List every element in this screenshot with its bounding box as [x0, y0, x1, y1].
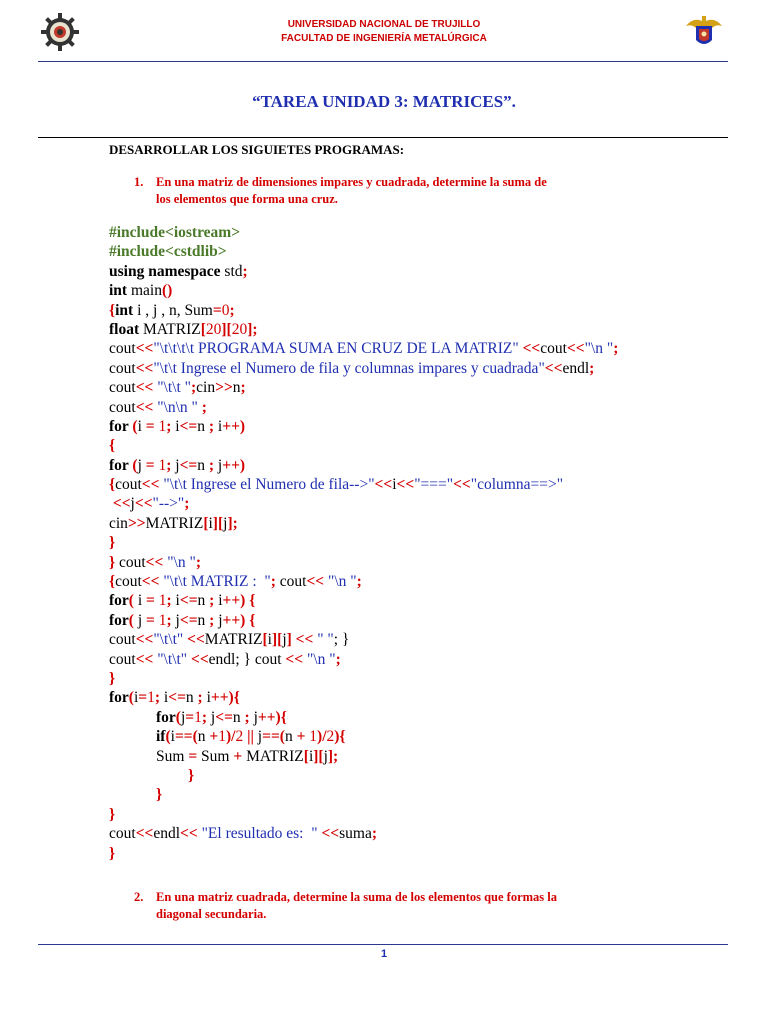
university-name: UNIVERSIDAD NACIONAL DE TRUJILLO	[287, 19, 481, 30]
item-text-line: En una matriz cuadrada, determine la suma de los elementos que formas la	[156, 890, 558, 904]
code-line: cout<<endl<< "El resultado es: " <<suma;	[109, 825, 377, 843]
page-title: “TAREA UNIDAD 3: MATRICES”.	[252, 92, 516, 111]
code-line: {cout<< "\t\t MATRIZ : "; cout<< "\n ";	[109, 573, 362, 591]
code-line: for( i = 1; i<=n ; i++) {	[109, 592, 256, 610]
code-line: cout<<"\t\t\t\t PROGRAMA SUMA EN CRUZ DE LA MATRIZ" <<cout<<"\n ";	[109, 340, 619, 358]
item-text-line: diagonal secundaria.	[156, 907, 267, 921]
item-number: 1.	[134, 175, 144, 189]
title-divider	[38, 137, 728, 138]
code-line: for(j=1; j<=n ; j++){	[156, 708, 287, 726]
code-line: cout<< "\n\n " ;	[109, 398, 207, 416]
header-text	[0, 18, 768, 46]
code-line: cout<< "\t\t ";cin>>n;	[109, 379, 246, 397]
code-line: float MATRIZ[20][20];	[109, 320, 258, 338]
code-line: cout<<"\t\t" <<MATRIZ[i][j] << " "; }	[109, 631, 350, 649]
faculty-name: FACULTAD DE INGENIERÍA METALÚRGICA	[281, 33, 487, 44]
item-text-line: En una matriz de dimensiones impares y cuadrada, determine la suma de	[156, 175, 547, 189]
code-line: if(i==(n +1)/2 || j==(n + 1)/2){	[156, 728, 346, 746]
instruction-text: DESARROLLAR LOS SIGUIETES PROGRAMAS:	[109, 142, 405, 157]
code-line: for(i=1; i<=n ; i++){	[109, 689, 240, 707]
code-line: }	[188, 766, 195, 784]
code-line: }	[109, 805, 116, 823]
code-line: <<j<<"-->";	[109, 495, 190, 513]
code-line: int main()	[109, 282, 173, 300]
code-line: #include<cstdlib>	[109, 243, 227, 261]
code-line: cout<< "\t\t" <<endl; } cout << "\n ";	[109, 650, 341, 668]
university-crest-icon	[682, 12, 726, 52]
item-text-line: los elementos que forma una cruz.	[156, 192, 338, 206]
code-line: using namespace std;	[109, 262, 248, 280]
code-line: {int i , j , n, Sum=0;	[109, 301, 235, 319]
code-line: } cout<< "\n ";	[109, 553, 201, 571]
code-listing	[109, 223, 729, 863]
code-line: }	[156, 786, 163, 804]
code-line: {cout<< "\t\t Ingrese el Numero de fila-->"<<i<<"==="<<"columna==>"	[109, 476, 564, 494]
code-line: cin>>MATRIZ[i][j];	[109, 514, 238, 532]
code-line: Sum = Sum + MATRIZ[i][j];	[156, 747, 339, 765]
footer-divider	[38, 944, 728, 945]
code-line: }	[109, 534, 116, 552]
page-number: 1	[380, 948, 388, 960]
header-divider	[38, 61, 728, 62]
code-line: }	[109, 844, 116, 862]
code-line: #include<iostream>	[109, 224, 241, 241]
code-line: cout<<"\t\t Ingrese el Numero de fila y columnas impares y cuadrada"<<endl;	[109, 359, 595, 377]
code-line: for (j = 1; j<=n ; j++)	[109, 456, 246, 474]
code-line: }	[109, 669, 116, 687]
code-line: for( j = 1; j<=n ; j++) {	[109, 611, 256, 629]
item-number: 2.	[134, 890, 144, 904]
code-line: for (i = 1; i<=n ; i++)	[109, 417, 246, 435]
code-line: {	[109, 437, 116, 455]
